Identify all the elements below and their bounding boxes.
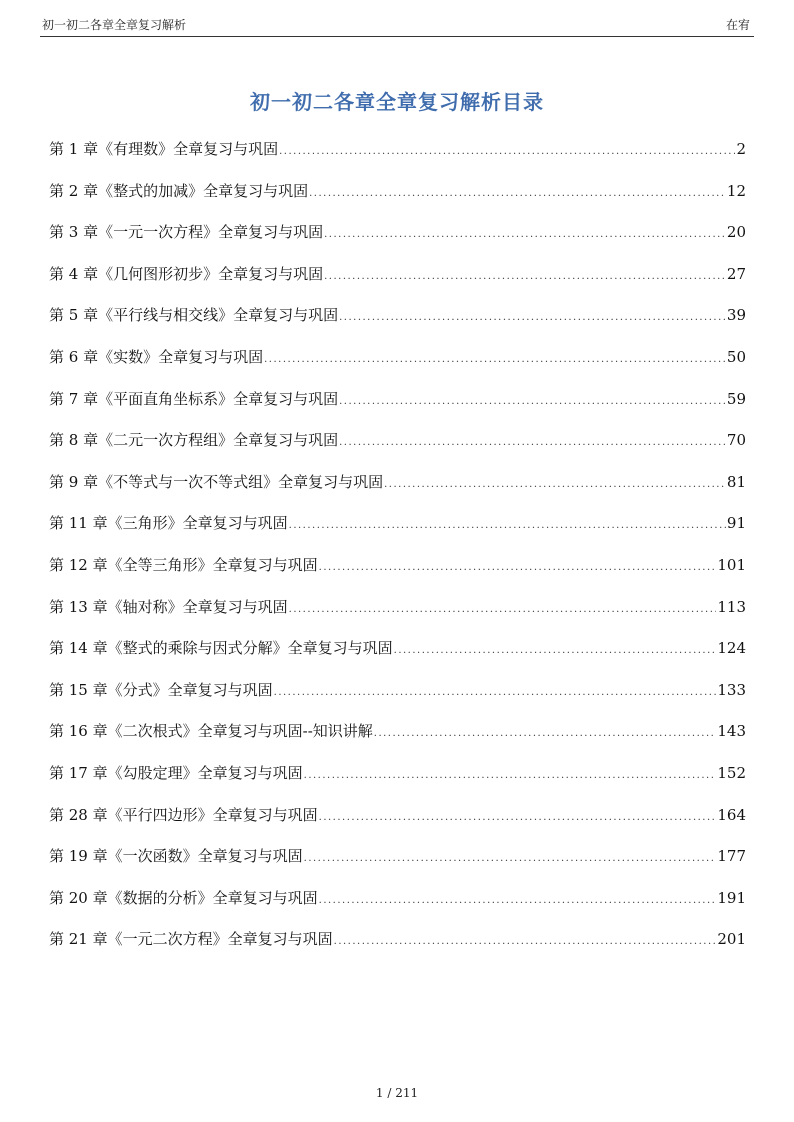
toc-chapter-number: 第 19 章 (49, 847, 108, 866)
toc-dot-leader (279, 139, 735, 165)
toc-page-number: 143 (717, 722, 746, 741)
toc-dot-leader (319, 888, 717, 914)
toc-chapter-title: 《轴对称》全章复习与巩固 (107, 597, 288, 616)
toc-page-number: 2 (736, 140, 746, 158)
toc-entry[interactable] (49, 344, 746, 386)
toc-page-number: 113 (717, 597, 746, 616)
toc-dot-leader (289, 597, 717, 623)
toc-dot-leader (384, 472, 726, 498)
toc-chapter-number: 第 16 章 (49, 722, 108, 741)
toc-chapter-number: 第 20 章 (49, 888, 108, 907)
toc-page-number: 201 (717, 930, 746, 949)
toc-entry[interactable] (49, 510, 746, 552)
toc-chapter-title: 《一次函数》全章复习与巩固 (107, 847, 303, 866)
header-author: 在宥 (725, 18, 750, 32)
toc-chapter-title: 《三角形》全章复习与巩固 (107, 514, 288, 533)
toc-entry[interactable] (49, 219, 746, 261)
toc-chapter-number: 第 12 章 (49, 555, 108, 574)
toc-dot-leader (374, 721, 717, 747)
toc-dot-leader (309, 181, 726, 207)
toc-chapter-title: 《分式》全章复习与巩固 (107, 680, 273, 699)
toc-entry[interactable] (49, 427, 746, 469)
toc-entry[interactable] (49, 802, 746, 844)
toc-entry[interactable] (49, 136, 746, 178)
toc-entry[interactable] (49, 843, 746, 885)
toc-chapter-number: 第 14 章 (49, 639, 108, 658)
toc-chapter-title: 《一元一次方程》全章复习与巩固 (98, 223, 324, 242)
toc-chapter-title: 《一元二次方程》全章复习与巩固 (107, 930, 333, 949)
toc-chapter-number: 第 8 章 (49, 431, 99, 450)
toc-page-number: 177 (717, 847, 746, 866)
toc-page-number: 20 (726, 223, 746, 242)
toc-page-number: 39 (726, 306, 746, 325)
toc-entry[interactable] (49, 386, 746, 428)
toc-dot-leader (264, 347, 726, 373)
toc-entry[interactable] (49, 718, 746, 760)
toc-page-number: 164 (717, 805, 746, 824)
toc-dot-leader (304, 846, 717, 872)
toc-chapter-title: 《整式的乘除与因式分解》全章复习与巩固 (107, 639, 393, 658)
toc-dot-leader (339, 389, 726, 415)
toc-entry[interactable] (49, 178, 746, 220)
toc-chapter-title: 《整式的加减》全章复习与巩固 (98, 181, 309, 200)
toc-title: 初一初二各章全章复习解析目录 (250, 90, 544, 114)
toc-chapter-number: 第 3 章 (49, 223, 99, 242)
toc-chapter-number: 第 7 章 (49, 389, 99, 408)
toc-dot-leader (324, 264, 726, 290)
toc-dot-leader (339, 305, 726, 331)
toc-dot-leader (274, 680, 717, 706)
toc-chapter-title: 《几何图形初步》全章复习与巩固 (98, 264, 324, 283)
toc-chapter-number: 第 17 章 (49, 763, 108, 782)
toc-entry[interactable] (49, 677, 746, 719)
table-of-contents (49, 136, 746, 968)
toc-page-number: 81 (726, 472, 746, 491)
toc-entry[interactable] (49, 635, 746, 677)
toc-chapter-title: 《全等三角形》全章复习与巩固 (107, 555, 318, 574)
toc-entry[interactable] (49, 760, 746, 802)
toc-page-number: 91 (726, 514, 746, 533)
toc-page-number: 27 (726, 264, 746, 283)
toc-chapter-number: 第 15 章 (49, 680, 108, 699)
toc-dot-leader (324, 222, 726, 248)
toc-chapter-title: 《数据的分析》全章复习与巩固 (107, 888, 318, 907)
toc-entry[interactable] (49, 926, 746, 968)
toc-chapter-title: 《实数》全章复习与巩固 (98, 347, 264, 366)
toc-entry[interactable] (49, 552, 746, 594)
toc-page-number: 191 (717, 888, 746, 907)
toc-dot-leader (334, 929, 717, 955)
toc-dot-leader (304, 763, 717, 789)
toc-page-number: 50 (726, 347, 746, 366)
toc-chapter-number: 第 9 章 (49, 472, 99, 491)
toc-entry[interactable] (49, 594, 746, 636)
toc-dot-leader (319, 555, 717, 581)
toc-chapter-title: 《平面直角坐标系》全章复习与巩固 (98, 389, 339, 408)
toc-chapter-number: 第 2 章 (49, 181, 99, 200)
toc-chapter-number: 第 4 章 (49, 264, 99, 283)
toc-page-number: 101 (717, 555, 746, 574)
toc-chapter-number: 第 11 章 (49, 514, 108, 533)
toc-page-number: 152 (717, 763, 746, 782)
toc-entry[interactable] (49, 302, 746, 344)
toc-page-number: 12 (726, 181, 746, 200)
toc-dot-leader (319, 805, 717, 831)
toc-chapter-number: 第 21 章 (49, 930, 108, 949)
toc-chapter-number: 第 5 章 (49, 306, 99, 325)
page-header (40, 10, 754, 37)
toc-chapter-title: 《平行线与相交线》全章复习与巩固 (98, 306, 339, 325)
toc-dot-leader (394, 638, 717, 664)
toc-chapter-title: 《勾股定理》全章复习与巩固 (107, 763, 303, 782)
toc-page-number: 124 (717, 639, 746, 658)
toc-page-number: 133 (717, 680, 746, 699)
toc-chapter-title: 《平行四边形》全章复习与巩固 (107, 805, 318, 824)
toc-entry[interactable] (49, 885, 746, 927)
toc-entry[interactable] (49, 261, 746, 303)
toc-chapter-number: 第 13 章 (49, 597, 108, 616)
page-number: 1 / 211 (375, 1086, 419, 1100)
toc-dot-leader (339, 430, 726, 456)
header-document-title: 初一初二各章全章复习解析 (42, 18, 187, 32)
toc-chapter-title: 《不等式与一次不等式组》全章复习与巩固 (98, 472, 384, 491)
toc-chapter-title: 《二元一次方程组》全章复习与巩固 (98, 431, 339, 450)
toc-chapter-number: 第 6 章 (49, 347, 99, 366)
toc-chapter-number: 第 1 章 (49, 140, 99, 158)
toc-chapter-title: 《二次根式》全章复习与巩固--知识讲解 (107, 722, 373, 741)
toc-page-number: 59 (726, 389, 746, 408)
toc-entry[interactable] (49, 469, 746, 511)
toc-chapter-title: 《有理数》全章复习与巩固 (98, 140, 279, 158)
toc-chapter-number: 第 28 章 (49, 805, 108, 824)
toc-page-number: 70 (726, 431, 746, 450)
toc-dot-leader (289, 513, 726, 539)
